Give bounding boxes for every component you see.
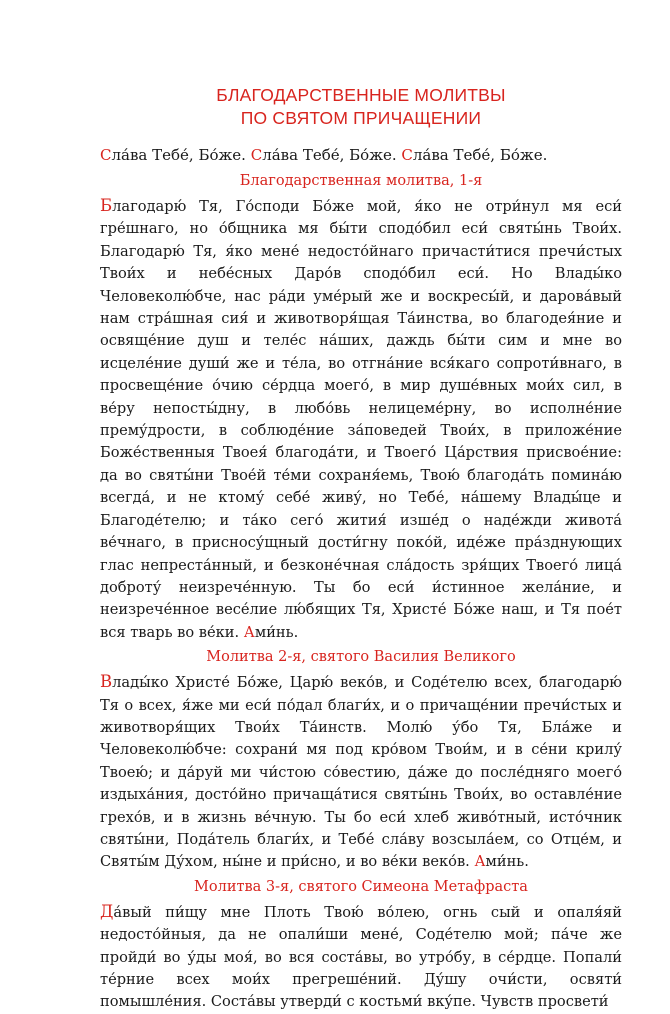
prayer-2-amen-initial: А: [474, 853, 486, 871]
glory-line: [100, 144, 622, 166]
prayer-page: [100, 84, 622, 1014]
prayer-3-initial: Д: [100, 901, 114, 921]
prayer-2-text: [100, 671, 622, 874]
prayer-1-body: лагодарю́ Тя, Го́споди Бо́же мой, я́ко не отри́нул мя еси́ гре́шнаго, но о́бщника мя бы́ти сподо́бил еси́ святы́нь Твои́х. Благодарю́ Тя, я́ко мене́ недосто́йнаго причасти́тися пречи́стых Твои́х и небе́сных Даро́в сподо́бил еси́. Но Влады́ко Человеколю́бче, нас ра́ди уме́рый же и воскресы́й, и дарова́вый нам стра́шная сия́ и животворя́щая Та́инства, во благодея́ние и освяще́ние душ и теле́с на́ших, даждь бы́ти сим и мне во исцеле́ние души́ же и те́ла, во отгна́ние вся́каго сопроти́внаго, в просвеще́ние о́чию се́рдца моего́, в мир душе́вных мои́х сил, в ве́ру непосты́дну, в любо́вь нелицеме́рну, во исполне́ние прему́дрости, в соблюде́ние за́поведей Твои́х, в приложе́ние Боже́ственныя Твоея́ благода́ти, и Твоего́ Ца́рствия присвое́ние: да во святы́ни Твое́й те́ми сохраня́емь, Твою́ благода́ть помина́ю всегда́, и не ктому́ себе́ живу́, но Тебе́, на́шему Влады́це и Благоде́телю; и та́ко сего́ жития́ изше́д о наде́жди живота́ ве́чнаго, в присносу́щный дости́гну поко́й, иде́же пра́зднующих глас непреста́нный, и безконе́чная сла́дость зря́щих Твоего́ лица́ доброту́ неизрече́нную. Ты бо еси́ и́стинное жела́ние, и неизрече́нное весе́лие лю́бящих Тя, Христе́ Бо́же наш, и Тя пое́т вся тварь во ве́ки.: [100, 198, 622, 641]
prayer-2-body: лады́ко Христе́ Бо́же, Царю́ веко́в, и Соде́телю всех, благодарю́ Тя о всех, я́же ми еси́ по́дал благи́х, и о причаще́нии пречи́стых и животворя́щих Твои́х Та́инств. Молю́ у́бо Тя, Бла́же и Человеколю́бче: сохрани́ мя под кро́вом Твои́м, и в се́ни крилу́ Твоею́; и да́руй ми чи́стою со́вестию, да́же до после́дняго моего́ издыха́ния, досто́йно причаща́тися святы́нь Твои́х, во оставле́ние грехо́в, и в жизнь ве́чную. Ты бо еси́ хлеб живо́тный, исто́чник святы́ни, Пода́тель благи́х, и Тебе́ сла́ву возсыла́ем, со Отце́м, и Святы́м Ду́хом, ны́не и при́сно, и во ве́ки веко́в.: [100, 674, 622, 871]
title-line-1: БЛАГОДАРСТВЕННЫЕ МОЛИТВЫ: [216, 85, 506, 105]
prayer-1-heading: Благодарственная молитва, 1-я: [239, 173, 483, 189]
prayer-1-text: [100, 195, 622, 644]
prayer-3-text: [100, 901, 622, 1014]
prayer-3-body: а́вый пи́щу мне Плоть Твою́ во́лею, огнь сый и опаля́яй недосто́йныя, да не опали́ши мене́, Соде́телю мой; па́че же пройди́ во у́ды моя́, во вся соста́вы, во утро́бу, в се́рдце. Попали́ те́рние всех мои́х прегреше́ний. Ду́шу очи́сти, освяти́ помышле́ния. Соста́вы утверди́ с костьми́ вку́пе. Чувств просвети́: [100, 903, 622, 1011]
glory-initial-2: С: [250, 146, 263, 164]
glory-text-1: ла́ва Тебе́, Бо́же.: [111, 146, 251, 164]
glory-initial-3: С: [401, 146, 413, 164]
prayer-2-amen-rest: ми́нь.: [485, 853, 529, 871]
prayer-1-initial: Б: [100, 196, 113, 215]
prayer-1-amen-rest: ми́нь.: [254, 623, 299, 641]
prayer-1-amen-initial: А: [243, 623, 255, 641]
glory-initial-1: С: [100, 146, 112, 164]
title-line-2: ПО СВЯТОМ ПРИЧАЩЕНИИ: [240, 108, 482, 128]
prayer-3-heading: Молитва 3-я, святого Симеона Метафраста: [194, 878, 528, 895]
glory-text-2: ла́ва Тебе́, Бо́же.: [262, 146, 402, 164]
glory-text-3: ла́ва Тебе́, Бо́же.: [412, 146, 548, 164]
page-title: [100, 84, 622, 130]
prayer-2-heading: Молитва 2-я, святого Василия Великого: [206, 649, 516, 666]
prayer-2-initial: В: [100, 672, 113, 692]
